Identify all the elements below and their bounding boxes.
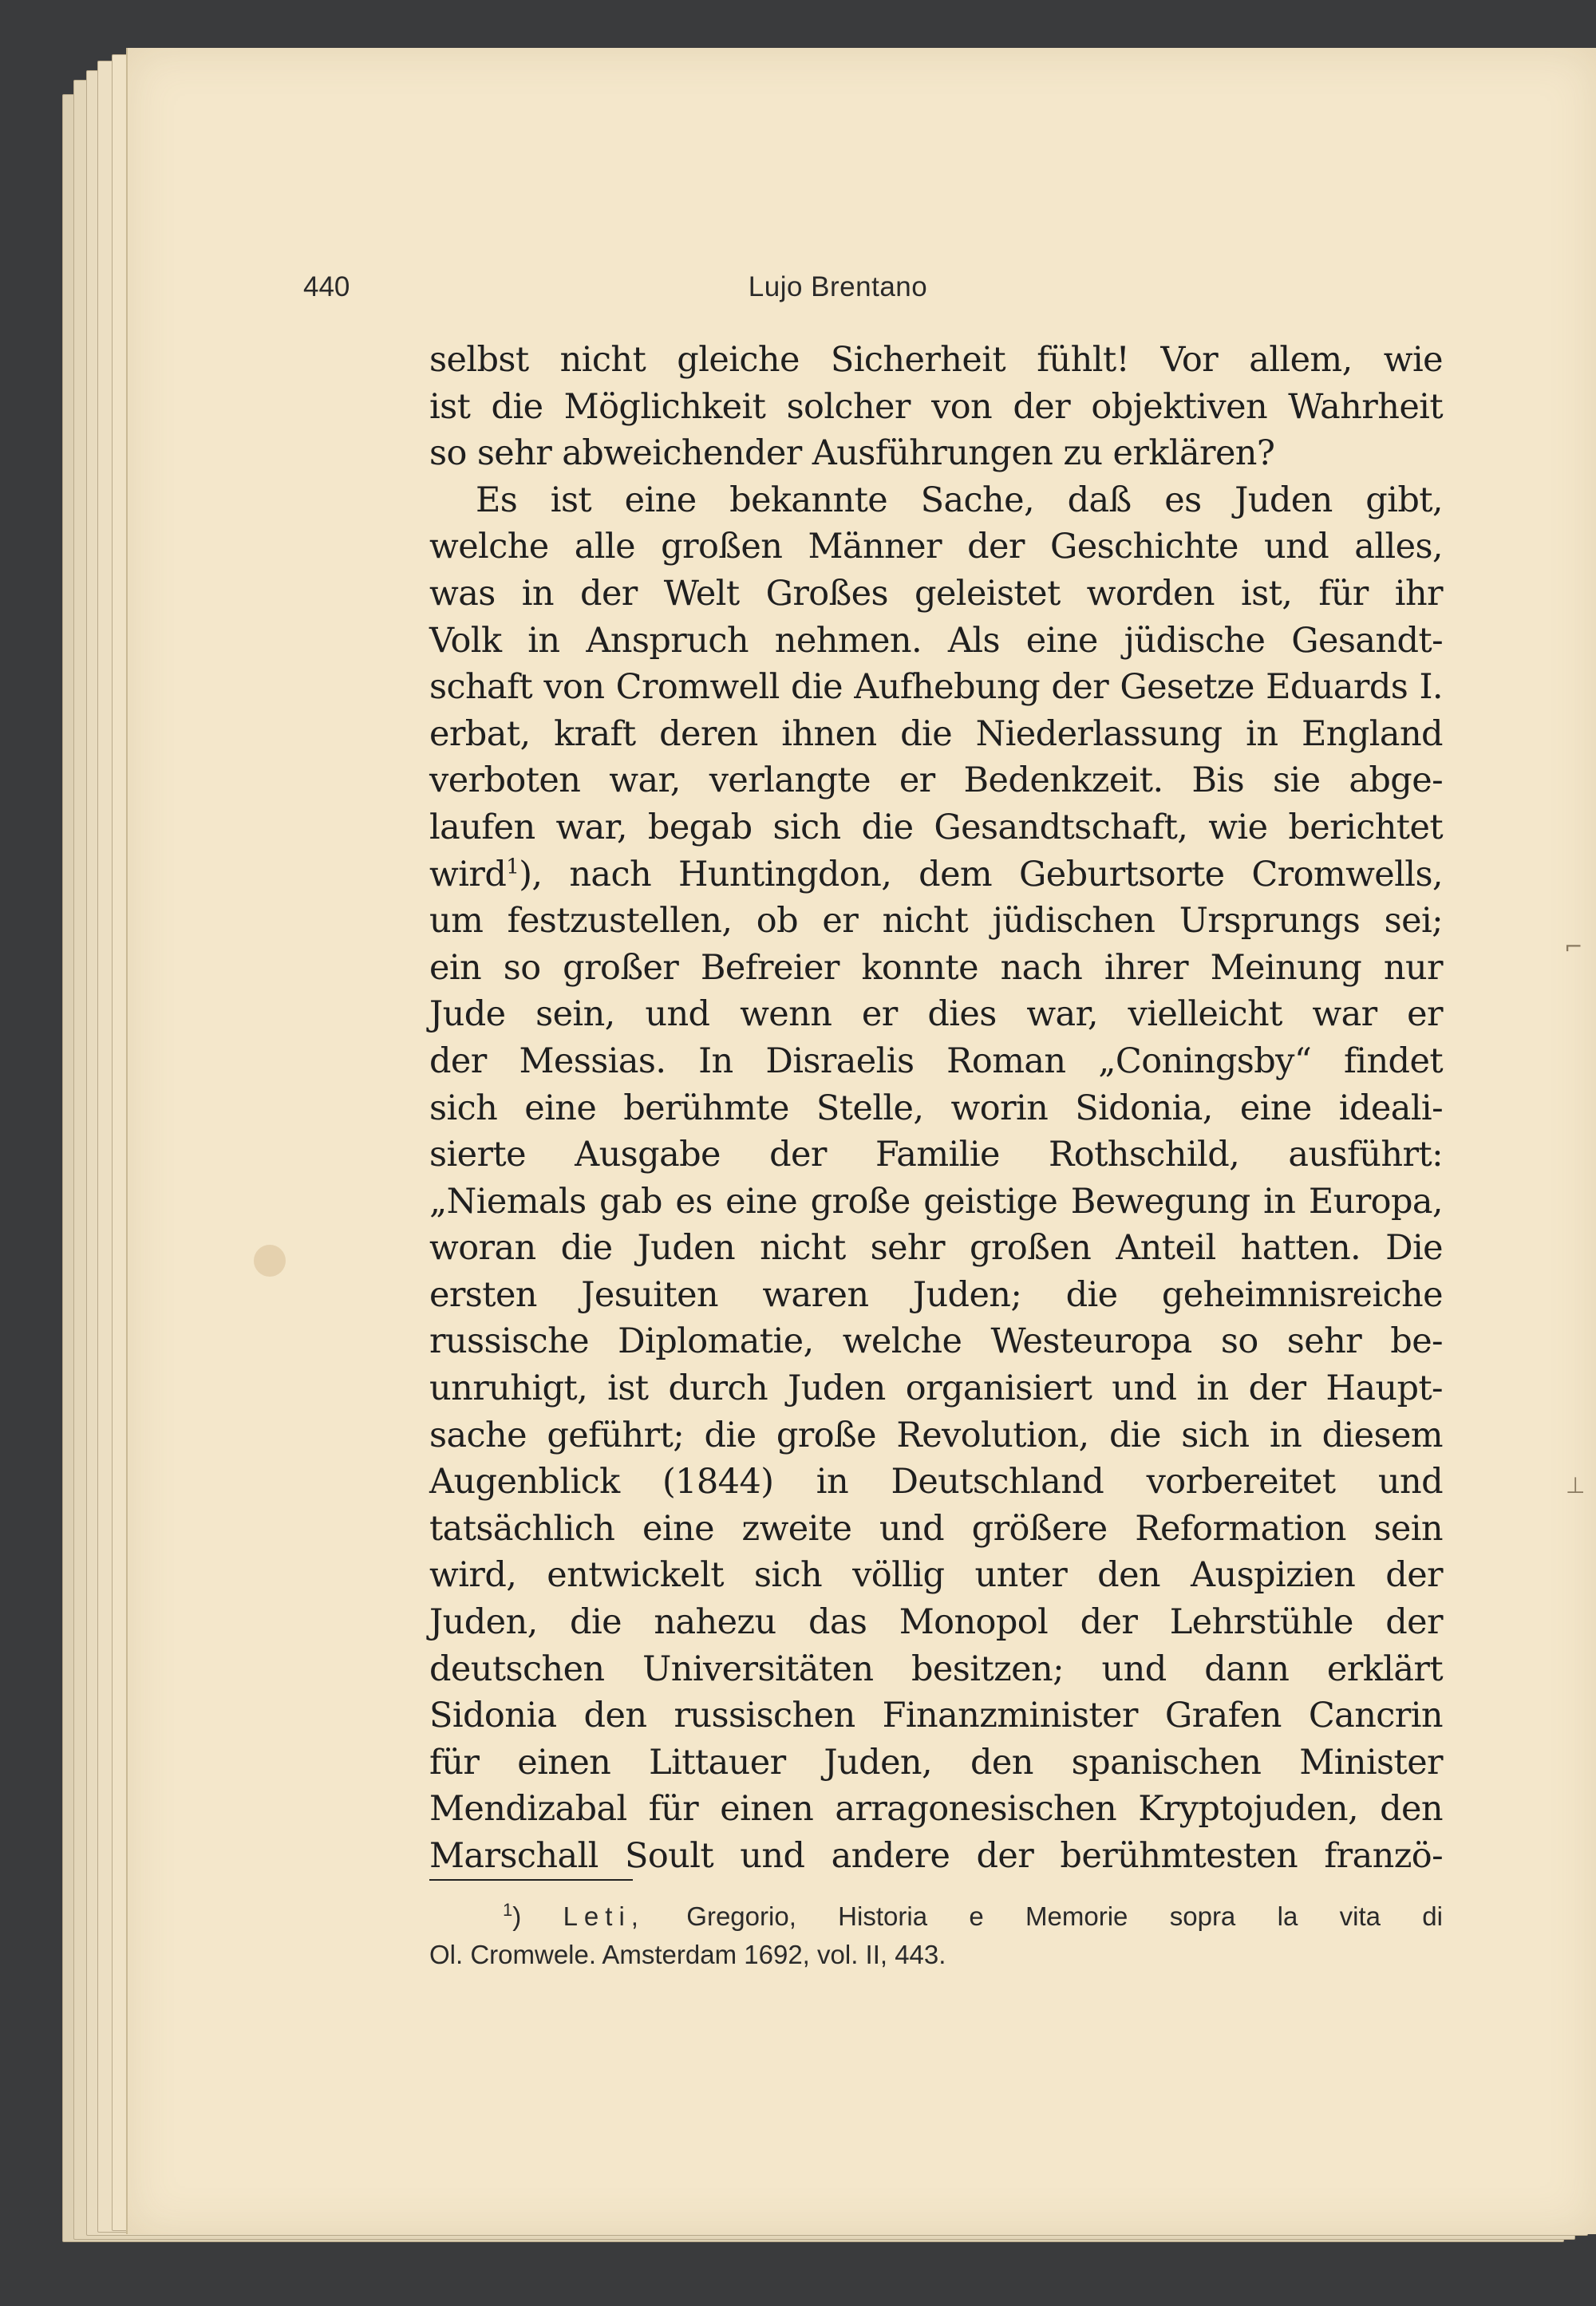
footnote-reference: 1 xyxy=(506,855,519,879)
text-line: deutschen Universitäten besitzen; und dann erklärt xyxy=(429,1649,1443,1689)
text-line: ersten Jesuiten waren Juden; die geheimnisreiche xyxy=(429,1274,1443,1315)
text-line: Jude sein, und wenn er dies war, vielleicht war er xyxy=(429,994,1443,1035)
text-line: der Messias. In Disraelis Roman „Coningsby“ findet xyxy=(429,1040,1443,1081)
text-line: schaft von Cromwell die Aufhebung der Gesetze Eduards I. xyxy=(429,667,1443,708)
text-fragment: ), nach Huntingdon, dem Geburtsorte Cromwells, xyxy=(519,854,1443,894)
running-head: Lujo Brentano xyxy=(748,271,928,302)
text-line: sierte Ausgabe der Familie Rothschild, ausführt: xyxy=(429,1135,1443,1175)
text-line: sich eine berühmte Stelle, worin Sidonia, eine ideali- xyxy=(429,1088,1443,1128)
text-line: wird, entwickelt sich völlig unter den Auspizien der xyxy=(429,1555,1443,1596)
margin-mark: ⊥ xyxy=(1566,1472,1586,1499)
text-line: Volk in Anspruch nehmen. Als eine jüdische Gesandt- xyxy=(429,620,1443,661)
paper-stain xyxy=(254,1245,286,1277)
text-line: ein so großer Befreier konnte nach ihrer Meinung nur xyxy=(429,947,1443,988)
footnote-text: Gregorio, Historia e Memorie sopra la vita di xyxy=(686,1901,1443,1931)
page-number: 440 xyxy=(303,271,350,302)
text-line: was in der Welt Großes geleistet worden ist, für ihr xyxy=(429,573,1443,614)
footnote xyxy=(429,1897,1443,1974)
footnote-author: Leti, xyxy=(563,1901,645,1931)
text-line: um festzustellen, ob er nicht jüdischen Ursprungs sei; xyxy=(429,901,1443,942)
text-line: welche alle großen Männer der Geschichte und alles, xyxy=(429,527,1443,567)
text-line: ist die Möglichkeit solcher von der objektiven Wahrheit xyxy=(429,386,1443,427)
text-line: Augenblick (1844) in Deutschland vorbereitet und xyxy=(429,1462,1443,1502)
footnote-marker: 1 xyxy=(503,1900,513,1920)
text-line: Es ist eine bekannte Sache, daß es Juden gibt, xyxy=(476,480,1443,520)
body-text xyxy=(429,337,1443,1880)
text-line: sache geführt; die große Revolution, die sich in diesem xyxy=(429,1415,1443,1455)
text-line: so sehr abweichender Ausführungen zu erklären? xyxy=(429,433,1275,474)
margin-mark: ⌐ xyxy=(1564,934,1583,960)
text-line: selbst nicht gleiche Sicherheit fühlt! Vor allem, wie xyxy=(429,340,1443,380)
text-line: verboten war, verlangte er Bedenkzeit. Bis sie abge- xyxy=(429,760,1443,801)
footnote-rule xyxy=(429,1879,633,1881)
page-header xyxy=(303,271,1440,311)
text-line: Sidonia den russischen Finanzminister Grafen Cancrin xyxy=(429,1696,1443,1736)
footnote-line: $^1$) Leti, Gregorio, Historia e Memorie sopra la vita di xyxy=(503,1900,1443,1931)
text-line: Juden, die nahezu das Monopol der Lehrstühle der xyxy=(429,1602,1443,1643)
text-line: russische Diplomatie, welche Westeuropa so sehr be- xyxy=(429,1321,1443,1362)
text-line: tatsächlich eine zweite und größere Reformation sein xyxy=(429,1508,1443,1549)
text-line: erbat, kraft deren ihnen die Niederlassung in England xyxy=(429,713,1443,754)
text-line: Marschall Soult und andere der berühmtesten franzö- xyxy=(429,1836,1443,1876)
text-line: für einen Littauer Juden, den spanischen Minister xyxy=(429,1742,1443,1783)
text-fragment: wird xyxy=(429,854,507,894)
text-line: „Niemals gab es eine große geistige Bewegung in Europa, xyxy=(429,1181,1443,1222)
footnote-line: Ol. Cromwele. Amsterdam 1692, vol. II, 443. xyxy=(429,1940,946,1969)
text-line: Mendizabal für einen arragonesischen Kryptojuden, den xyxy=(429,1789,1443,1830)
text-line: laufen war, begab sich die Gesandtschaft, wie berichtet xyxy=(429,807,1443,847)
text-line: unruhigt, ist durch Juden organisiert und in der Haupt- xyxy=(429,1368,1443,1409)
text-line-with-footnote xyxy=(429,851,1443,898)
text-line: woran die Juden nicht sehr großen Anteil hatten. Die xyxy=(429,1228,1443,1269)
